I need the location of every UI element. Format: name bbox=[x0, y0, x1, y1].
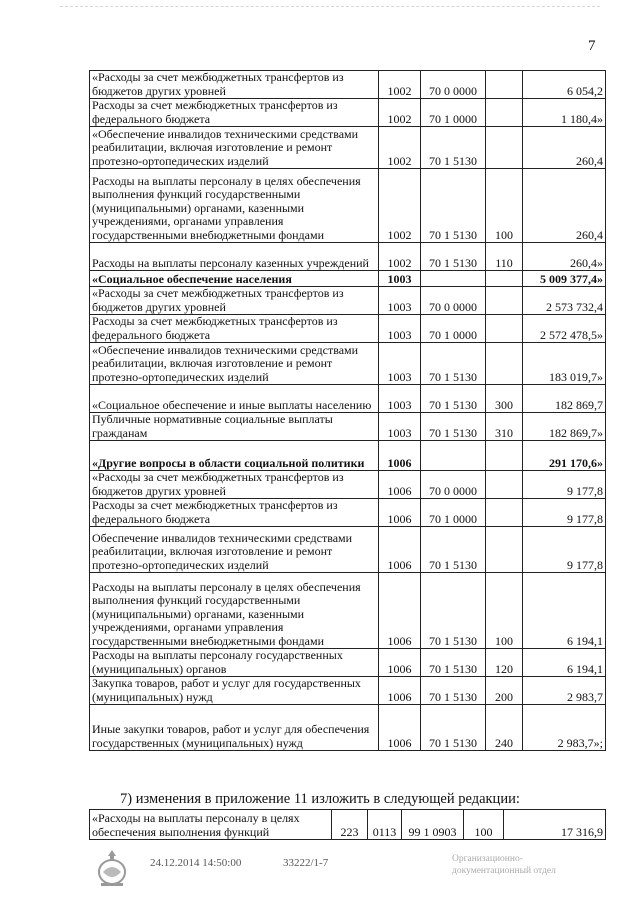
row-rz: 1003 bbox=[379, 413, 421, 441]
row-text: Обеспечение инвалидов техническими средствами реабилитации, включая изготовление и ремонт протезно-ортопедических изделий bbox=[90, 527, 379, 573]
row-rz: 1003 bbox=[379, 271, 421, 287]
row-text: «Другие вопросы в области социальной политики bbox=[90, 441, 379, 471]
row-vr bbox=[486, 127, 523, 169]
row-rz: 1006 bbox=[379, 471, 421, 499]
row-vr bbox=[486, 343, 523, 385]
row-sum: 2 573 732,4 bbox=[523, 287, 606, 315]
row-sum: 9 177,8 bbox=[523, 527, 606, 573]
row-csr: 70 1 0000 bbox=[421, 499, 486, 527]
row-csr: 70 1 5130 bbox=[421, 573, 486, 649]
row-text: «Расходы за счет межбюджетных трансфертов из бюджетов других уровней bbox=[90, 471, 379, 499]
row-vr: 120 bbox=[486, 649, 523, 677]
row-text: «Обеспечение инвалидов техническими средствами реабилитации, включая изготовление и ремонт протезно-ортопедических изделий bbox=[90, 127, 379, 169]
row-sum: 182 869,7» bbox=[523, 413, 606, 441]
table-row bbox=[90, 705, 606, 751]
footer-doc-number: 33222/1-7 bbox=[283, 857, 329, 869]
row-rz: 1002 bbox=[379, 243, 421, 271]
row-text: «Расходы за счет межбюджетных трансфертов из бюджетов других уровней bbox=[90, 71, 379, 99]
row-vr: 100 bbox=[486, 573, 523, 649]
row-csr: 70 1 5130 bbox=[421, 243, 486, 271]
table-row bbox=[90, 441, 606, 471]
row-rz: 1006 bbox=[379, 573, 421, 649]
row-csr: 70 1 5130 bbox=[421, 127, 486, 169]
row-sum: 9 177,8 bbox=[523, 499, 606, 527]
row-sum: 260,4 bbox=[523, 127, 606, 169]
row-rz: 1002 bbox=[379, 71, 421, 99]
row-csr: 70 0 0000 bbox=[421, 471, 486, 499]
row-vr: 200 bbox=[486, 677, 523, 705]
row-sum: 17 316,9 bbox=[504, 810, 606, 840]
row-sum: 182 869,7 bbox=[523, 385, 606, 413]
department-stamp bbox=[452, 853, 556, 877]
row-sum: 6 054,2 bbox=[523, 71, 606, 99]
row-text: Расходы на выплаты персоналу в целях обеспечения выполнения функций государственными (муниципальными) органами, казенными учреждениями, органами управления государственными внебюджетными фондами bbox=[90, 573, 379, 649]
row-sum: 260,4 bbox=[523, 169, 606, 243]
row-csr: 70 1 5130 bbox=[421, 677, 486, 705]
row-csr: 70 0 0000 bbox=[421, 287, 486, 315]
row-vr: 100 bbox=[486, 169, 523, 243]
table-row bbox=[90, 243, 606, 271]
row-sum: 1 180,4» bbox=[523, 99, 606, 127]
emblem-icon bbox=[95, 848, 129, 888]
row-vr: 240 bbox=[486, 705, 523, 751]
table-row bbox=[90, 499, 606, 527]
row-rz: 1003 bbox=[379, 385, 421, 413]
row-rz: 1002 bbox=[379, 127, 421, 169]
row-csr: 70 1 0000 bbox=[421, 315, 486, 343]
row-csr: 70 0 0000 bbox=[421, 71, 486, 99]
row-sum: 6 194,1 bbox=[523, 573, 606, 649]
row-vr bbox=[486, 527, 523, 573]
row-rz: 1006 bbox=[379, 499, 421, 527]
table-row bbox=[90, 127, 606, 169]
row-sum: 260,4» bbox=[523, 243, 606, 271]
row-rz: 1002 bbox=[379, 99, 421, 127]
row-vr: 110 bbox=[486, 243, 523, 271]
row-rz: 1006 bbox=[379, 441, 421, 471]
row-text: Расходы за счет межбюджетных трансфертов из федерального бюджета bbox=[90, 499, 379, 527]
amendment-note: 7) изменения в приложение 11 изложить в следующей редакции: bbox=[120, 791, 520, 807]
row-rz: 1006 bbox=[379, 677, 421, 705]
row-sum: 183 019,7» bbox=[523, 343, 606, 385]
row-text: Расходы на выплаты персоналу государственных (муниципальных) органов bbox=[90, 649, 379, 677]
row-text: Расходы на выплаты персоналу в целях обеспечения выполнения функций государственными (муниципальными) органами, казенными учреждениями, органами управления государственными внебюджетными фондами bbox=[90, 169, 379, 243]
row-sum: 2 572 478,5» bbox=[523, 315, 606, 343]
stamp-line-1: Организационно- bbox=[452, 854, 523, 864]
row-csr: 70 1 5130 bbox=[421, 705, 486, 751]
row-sum: 9 177,8 bbox=[523, 471, 606, 499]
row-rz: 1002 bbox=[379, 169, 421, 243]
row-text: «Социальное обеспечение и иные выплаты населению bbox=[90, 385, 379, 413]
row-text: Расходы за счет межбюджетных трансфертов из федерального бюджета bbox=[90, 99, 379, 127]
row-csr: 70 1 0000 bbox=[421, 99, 486, 127]
row-rz: 1006 bbox=[379, 527, 421, 573]
row-text: «Расходы за счет межбюджетных трансфертов из бюджетов других уровней bbox=[90, 287, 379, 315]
table-row bbox=[90, 71, 606, 99]
row-rz: 1003 bbox=[379, 315, 421, 343]
row-csr: 70 1 5130 bbox=[421, 169, 486, 243]
row-sum: 5 009 377,4» bbox=[523, 271, 606, 287]
row-csr: 70 1 5130 bbox=[421, 649, 486, 677]
row-rz: 0113 bbox=[368, 810, 402, 840]
row-text: Закупка товаров, работ и услуг для государственных (муниципальных) нужд bbox=[90, 677, 379, 705]
stamp-line-2: документационный отдел bbox=[452, 866, 556, 876]
table-row bbox=[90, 99, 606, 127]
table-row bbox=[90, 385, 606, 413]
table-row bbox=[90, 271, 606, 287]
scan-artifact bbox=[60, 6, 600, 11]
row-vr bbox=[486, 99, 523, 127]
row-vr bbox=[486, 441, 523, 471]
table-row bbox=[90, 471, 606, 499]
row-sum: 291 170,6» bbox=[523, 441, 606, 471]
row-csr bbox=[421, 271, 486, 287]
table-row bbox=[90, 527, 606, 573]
appendix-11-table bbox=[89, 809, 606, 840]
table-row bbox=[90, 315, 606, 343]
row-csr: 70 1 5130 bbox=[421, 413, 486, 441]
row-rz: 1006 bbox=[379, 705, 421, 751]
page-number: 7 bbox=[588, 38, 596, 54]
row-text: Публичные нормативные социальные выплаты гражданам bbox=[90, 413, 379, 441]
row-csr: 99 1 0903 bbox=[402, 810, 464, 840]
row-csr: 70 1 5130 bbox=[421, 527, 486, 573]
row-grbs: 223 bbox=[332, 810, 368, 840]
row-vr bbox=[486, 499, 523, 527]
row-csr: 70 1 5130 bbox=[421, 343, 486, 385]
table-row bbox=[90, 413, 606, 441]
table-row bbox=[90, 649, 606, 677]
row-rz: 1003 bbox=[379, 287, 421, 315]
row-rz: 1003 bbox=[379, 343, 421, 385]
table-row bbox=[90, 573, 606, 649]
row-sum: 6 194,1 bbox=[523, 649, 606, 677]
row-text: «Социальное обеспечение населения bbox=[90, 271, 379, 287]
row-vr bbox=[486, 271, 523, 287]
row-vr: 100 bbox=[464, 810, 504, 840]
row-sum: 2 983,7 bbox=[523, 677, 606, 705]
row-csr: 70 1 5130 bbox=[421, 385, 486, 413]
row-vr bbox=[486, 71, 523, 99]
footer-datetime: 24.12.2014 14:50:00 bbox=[150, 857, 242, 869]
row-text: Расходы на выплаты персоналу казенных учреждений bbox=[90, 243, 379, 271]
table-row bbox=[90, 677, 606, 705]
table-row bbox=[90, 810, 606, 840]
row-text: «Обеспечение инвалидов техническими средствами реабилитации, включая изготовление и ремонт протезно-ортопедических изделий bbox=[90, 343, 379, 385]
row-vr bbox=[486, 287, 523, 315]
table-row bbox=[90, 343, 606, 385]
row-sum: 2 983,7»; bbox=[523, 705, 606, 751]
row-text: «Расходы на выплаты персоналу в целях обеспечения выполнения функций bbox=[90, 810, 332, 840]
table-row bbox=[90, 169, 606, 243]
row-vr bbox=[486, 471, 523, 499]
row-csr bbox=[421, 441, 486, 471]
row-vr: 300 bbox=[486, 385, 523, 413]
budget-table bbox=[89, 70, 606, 751]
row-vr bbox=[486, 315, 523, 343]
table-row bbox=[90, 287, 606, 315]
row-text: Иные закупки товаров, работ и услуг для обеспечения государственных (муниципальных) нужд bbox=[90, 705, 379, 751]
row-rz: 1006 bbox=[379, 649, 421, 677]
row-vr: 310 bbox=[486, 413, 523, 441]
row-text: Расходы за счет межбюджетных трансфертов из федерального бюджета bbox=[90, 315, 379, 343]
